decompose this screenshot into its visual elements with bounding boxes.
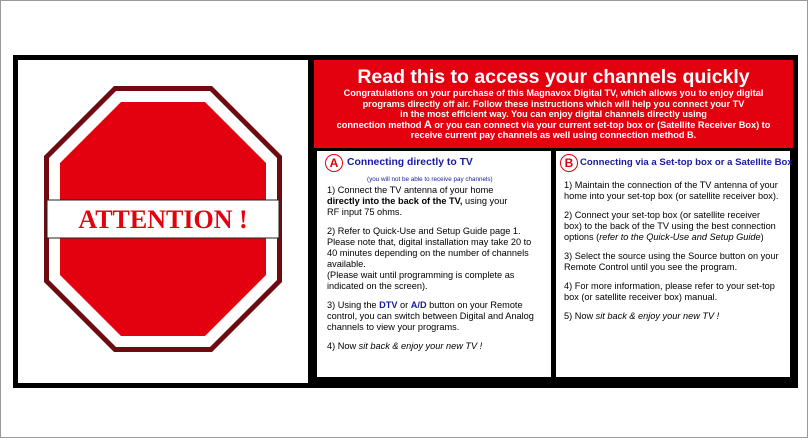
header-line: Congratulations on your purchase of this Magnavox Digital TV, which allows you to enjoy digital bbox=[343, 88, 764, 98]
method-b-step-3: 3) Select the source using the Source button on your Remote Control until you see the program. bbox=[564, 251, 779, 272]
step-text: or bbox=[397, 300, 411, 310]
ad-button-label: A/D bbox=[410, 300, 427, 310]
method-a-step-3 bbox=[327, 300, 541, 333]
method-a-step-4 bbox=[327, 341, 541, 352]
dtv-button-label: DTV bbox=[379, 300, 398, 310]
step-text: 5) Now bbox=[564, 311, 596, 321]
header-title: Read this to access your channels quickly bbox=[357, 66, 750, 88]
method-a-step-2 bbox=[327, 226, 541, 292]
header-text: or you can connect via your current set-top box or (Satellite Receiver Box) to bbox=[431, 119, 771, 130]
step-text: 2) Refer to Quick-Use and Setup Guide page 1. Please note that, digital installation may take 20 to 40 minutes depending on the number of channels available. bbox=[327, 226, 532, 269]
method-a-label: A bbox=[423, 118, 432, 131]
method-b-title: Connecting via a Set-top box or a Satellite Box bbox=[580, 157, 793, 168]
step-emphasis: refer to the Quick-Use and Setup Guide bbox=[599, 232, 761, 242]
method-b-step-2 bbox=[564, 210, 780, 243]
methods-columns bbox=[314, 148, 793, 383]
header-text: connection method bbox=[336, 119, 424, 130]
step-text: 3) Using the bbox=[327, 300, 380, 310]
method-b-step-4: 4) For more information, please refer to your set-top box (or satellite receiver box) manual. bbox=[564, 281, 775, 302]
badge-b-icon: B bbox=[560, 154, 578, 172]
header-line bbox=[318, 120, 789, 131]
instructions-panel bbox=[314, 60, 793, 383]
step-emphasis: sit back & enjoy your new TV ! bbox=[595, 311, 720, 321]
method-a-subtitle: (you will not be able to receive pay channels) bbox=[367, 176, 493, 183]
step-text: 4) Now bbox=[327, 341, 359, 351]
method-a-step-1 bbox=[327, 185, 541, 218]
header-body bbox=[314, 88, 793, 141]
step-text: 2) Connect your set-top box (or satellite receiver box) to the back of the TV using the best connection options ( bbox=[564, 210, 776, 242]
header-line: programs directly off air. Follow these instructions which will help you connect your TV bbox=[362, 98, 745, 109]
step-emphasis: directly into the back of the TV, bbox=[327, 196, 463, 206]
step-emphasis: sit back & enjoy your new TV ! bbox=[358, 341, 483, 351]
stop-sign-icon bbox=[18, 60, 308, 383]
header-line: in the most efficient way. You can enjoy digital channels directly using bbox=[400, 109, 707, 120]
badge-a-icon: A bbox=[325, 154, 343, 172]
method-a-title: Connecting directly to TV bbox=[347, 157, 473, 168]
method-b-step-5 bbox=[564, 311, 780, 322]
header-banner bbox=[314, 60, 793, 148]
attention-label: ATTENTION ! bbox=[78, 205, 248, 234]
method-b-step-1: 1) Maintain the connection of the TV antenna of your home into your set-top box (or satellite receiver box). bbox=[564, 180, 779, 201]
step-text: button on your Remote control, you can switch between Digital and Analog channels to view your programs. bbox=[327, 300, 534, 332]
method-a-column bbox=[317, 151, 551, 377]
method-b-label: B. bbox=[687, 130, 697, 141]
step-text: RF input 75 ohms. bbox=[327, 207, 403, 217]
attention-panel bbox=[18, 60, 308, 383]
step-text: ) bbox=[760, 232, 764, 242]
step-text: 1) Connect the TV antenna of your home bbox=[327, 185, 494, 195]
header-text: receive current pay channels as well using connection method bbox=[410, 130, 688, 141]
method-b-heading bbox=[564, 151, 793, 180]
step-note: (Please wait until programming is complete as indicated on the screen). bbox=[327, 270, 515, 291]
method-a-heading bbox=[327, 151, 541, 185]
header-line bbox=[318, 130, 789, 141]
method-b-column bbox=[556, 151, 793, 377]
step-text: using your bbox=[462, 196, 508, 206]
